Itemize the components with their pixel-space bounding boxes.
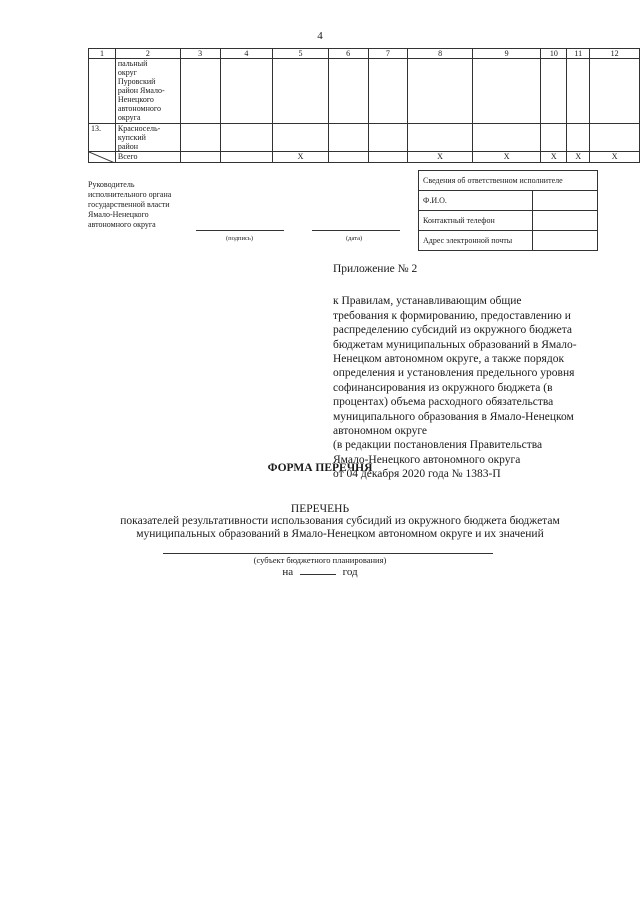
appendix-line: бюджетам муниципальных образований в Ямало- — [333, 338, 577, 351]
cell-line: округа — [117, 113, 141, 122]
cell-line: район — [117, 142, 139, 151]
appendix-block — [333, 262, 613, 482]
fio-label: Ф.И.О. — [419, 191, 533, 211]
col-header: 12 — [590, 49, 640, 59]
list-subtitle — [90, 515, 590, 541]
signatory-line: Ямало-Ненецкого — [88, 210, 149, 219]
table-row — [89, 59, 640, 124]
total-cell — [180, 152, 220, 163]
total-cell: X — [408, 152, 473, 163]
phone-label: Контактный телефон — [419, 211, 533, 231]
appendix-line: Ямало-Ненецкого автономного округа — [333, 453, 521, 466]
total-cell — [220, 152, 273, 163]
diagonal-line-icon — [89, 152, 115, 163]
responsible-title: Сведения об ответственном исполнителе — [419, 171, 598, 191]
cell-line: пальный — [117, 59, 148, 68]
col-header: 1 — [89, 49, 116, 59]
col-header: 4 — [220, 49, 273, 59]
year-line — [0, 564, 640, 578]
appendix-line: Ненецком автономном округе, а также порядок — [333, 353, 565, 366]
row-name-cell — [115, 124, 180, 152]
fio-value — [533, 191, 598, 211]
subject-caption: (субъект бюджетного планирования) — [253, 555, 387, 565]
total-label: Всего — [115, 152, 180, 163]
total-cell: X — [541, 152, 567, 163]
col-header: 10 — [541, 49, 567, 59]
signatory-line: государственной власти — [88, 200, 170, 209]
row-number: 13. — [89, 124, 116, 152]
total-cell — [328, 152, 368, 163]
total-cell: X — [590, 152, 640, 163]
cell-line: район Ямало- — [117, 86, 165, 95]
phone-value — [533, 211, 598, 231]
total-cell — [368, 152, 408, 163]
table-total-row — [89, 152, 640, 163]
appendix-line: софинансирования из окружного бюджета (в — [333, 381, 553, 394]
date-caption: (дата) — [346, 235, 363, 242]
total-cell: X — [567, 152, 590, 163]
col-header: 7 — [368, 49, 408, 59]
signatory-line: исполнительного органа — [88, 190, 172, 199]
year-blank — [300, 564, 336, 575]
year-prefix: на — [282, 566, 294, 578]
subtitle-line: муниципальных образований в Ямало-Ненецком автономном округе и их значений — [136, 528, 544, 540]
list-title: ПЕРЕЧЕНЬ — [290, 503, 350, 515]
appendix-line: требования к формированию, предоставлению и — [333, 309, 571, 322]
year-suffix: год — [342, 566, 358, 578]
page-number: 4 — [317, 30, 323, 42]
signatory-line: Руководитель — [88, 180, 135, 189]
appendix-line: к Правилам, устанавливающим общие — [333, 295, 522, 308]
email-label: Адрес электронной почты — [419, 231, 533, 251]
col-header: 6 — [328, 49, 368, 59]
appendix-heading: Приложение № 2 — [333, 263, 418, 275]
appendix-line: распределению субсидий из окружного бюджета — [333, 324, 572, 337]
col-header: 2 — [115, 49, 180, 59]
form-title: ФОРМА ПЕРЕЧНЯ — [267, 462, 373, 474]
cell-line: автономного — [117, 104, 161, 113]
appendix-line: процентах) объема расходного обязательства — [333, 396, 554, 409]
appendix-line: (в редакции постановления Правительства — [333, 439, 543, 452]
responsible-person-table — [418, 170, 598, 251]
subtitle-line: показателей результативности использования субсидий из окружного бюджета бюджетам — [120, 515, 560, 527]
col-header: 11 — [567, 49, 590, 59]
total-cell: X — [472, 152, 541, 163]
signatory-line: автономного округа — [88, 220, 156, 229]
cell-line: Ненецкого — [117, 95, 154, 104]
table-row — [89, 124, 640, 152]
signatory-block — [88, 180, 208, 230]
cell-line: купский — [117, 133, 146, 142]
appendix-line: определения и установления предельного уровня — [333, 367, 575, 380]
row-name-cell — [115, 59, 180, 124]
date-line — [312, 230, 400, 231]
cell-line: Красносель- — [117, 124, 161, 133]
col-header: 9 — [472, 49, 541, 59]
appendix-line: от 04 декабря 2020 года № 1383-П — [333, 468, 501, 481]
signature-line — [196, 230, 284, 231]
total-cell: X — [273, 152, 329, 163]
diagonal-cell — [89, 152, 116, 163]
table-header-row — [89, 49, 640, 59]
appendix-line: муниципального образования в Ямало-Ненецком — [333, 410, 574, 423]
subject-line — [163, 553, 493, 554]
signature-caption: (подпись) — [226, 235, 253, 242]
cell-line: округ — [117, 68, 137, 77]
col-header: 3 — [180, 49, 220, 59]
indicators-table — [88, 48, 640, 163]
appendix-line: автономном округе — [333, 425, 428, 438]
col-header: 8 — [408, 49, 473, 59]
email-value — [533, 231, 598, 251]
cell-line: Пуровский — [117, 77, 156, 86]
col-header: 5 — [273, 49, 329, 59]
